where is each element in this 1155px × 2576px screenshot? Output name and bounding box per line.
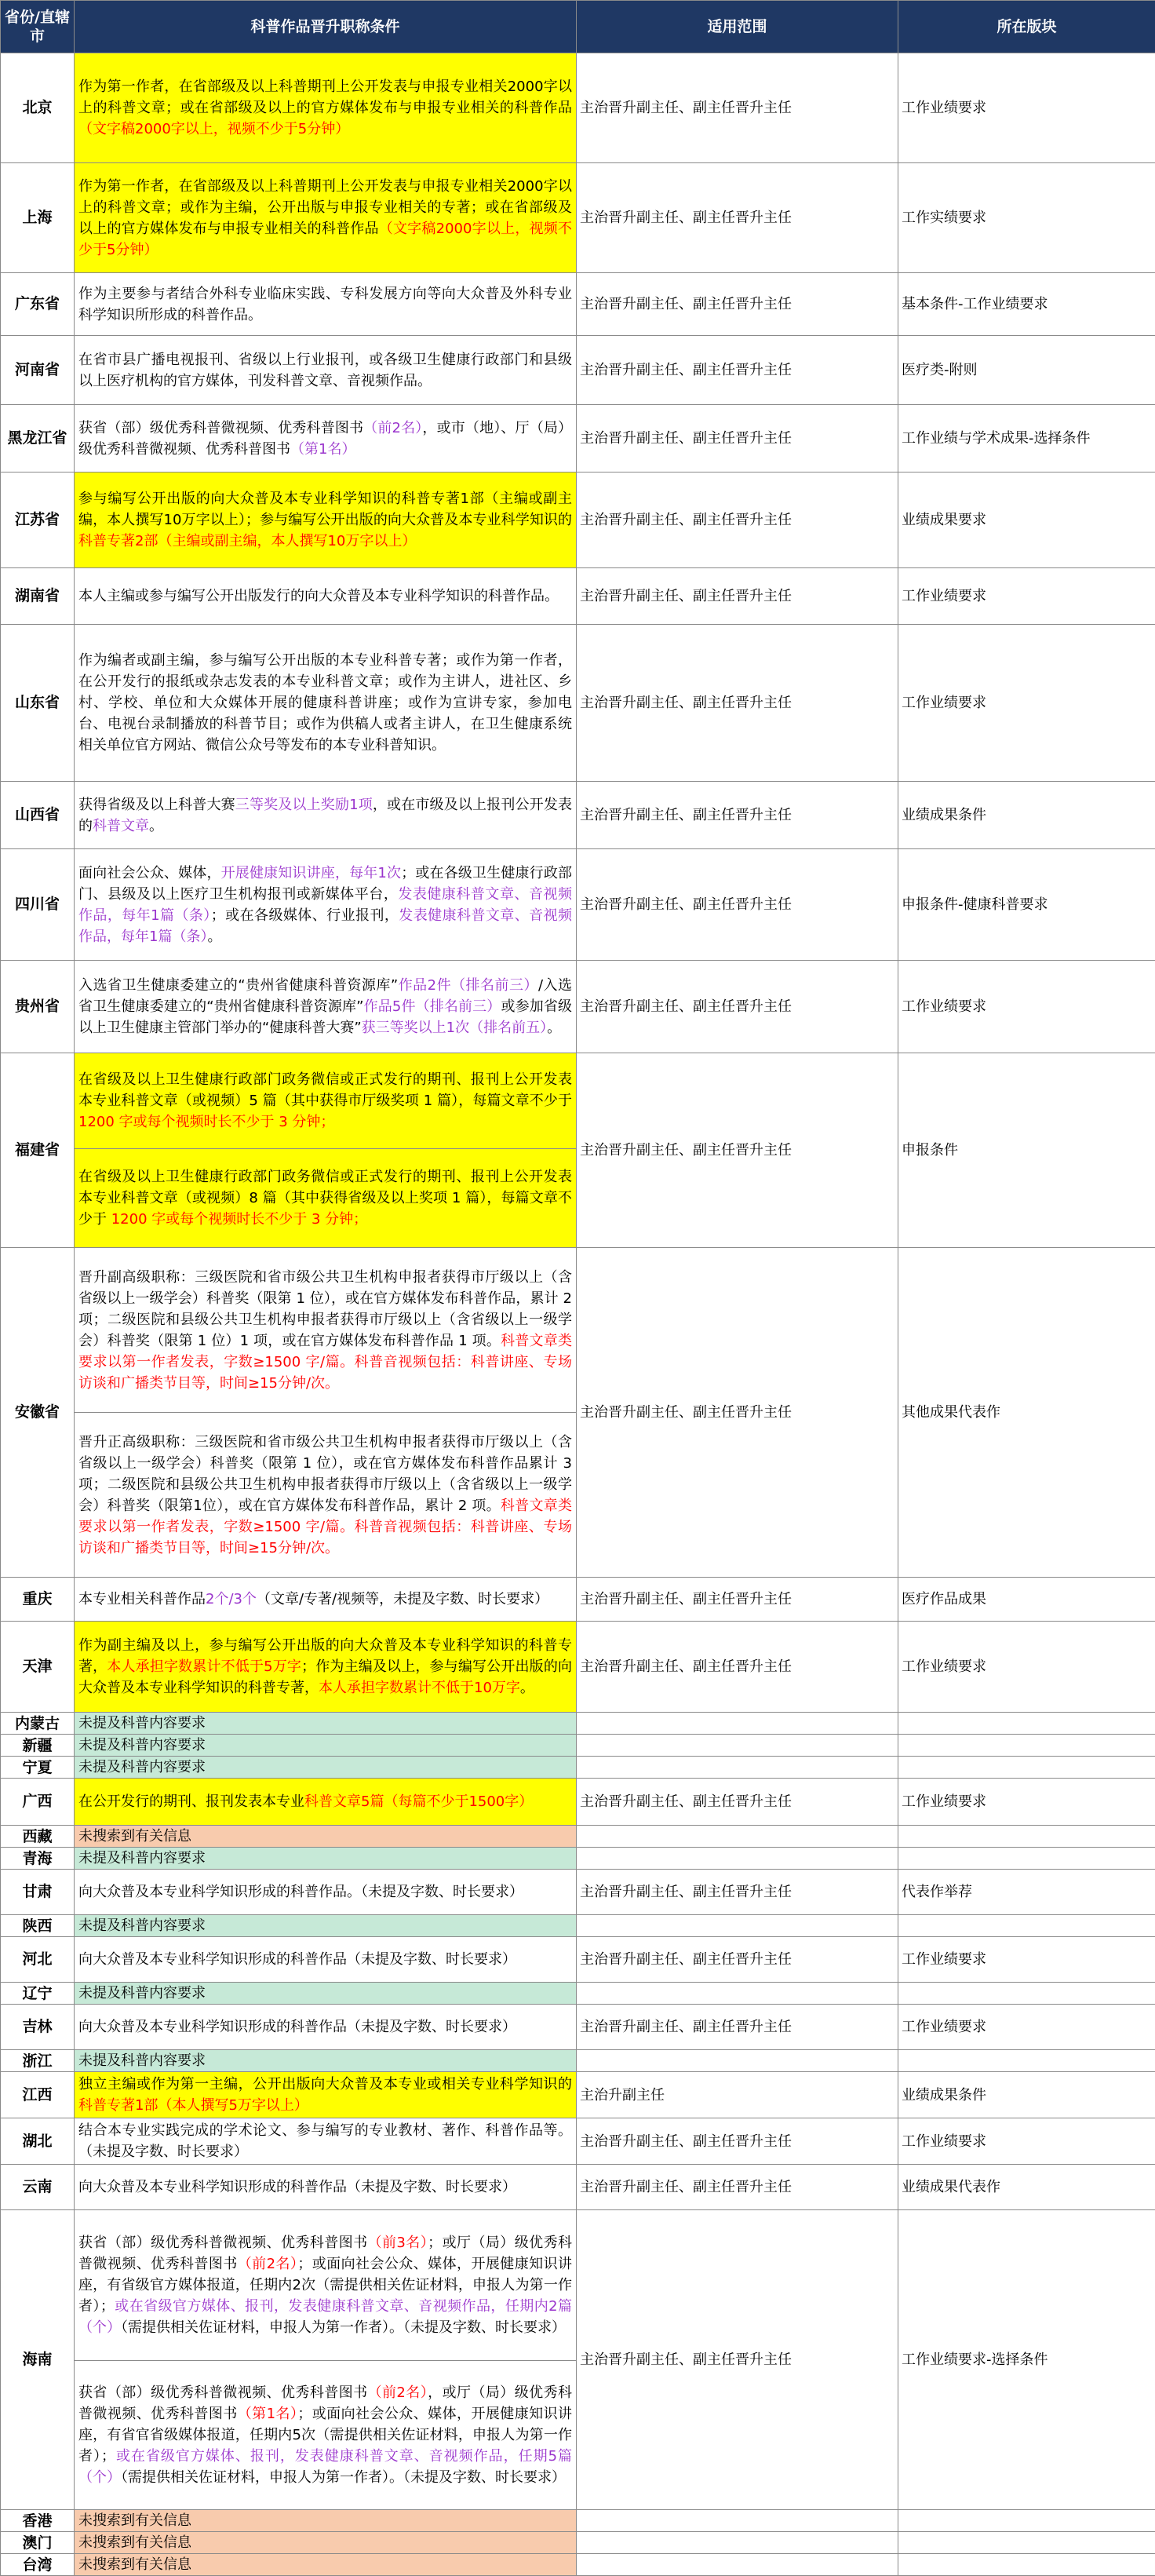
scope-cell: 主治晋升副主任、副主任晋升主任 bbox=[577, 961, 898, 1053]
scope-cell: 主治晋升副主任、副主任晋升主任 bbox=[577, 2210, 898, 2510]
province-cell: 广西 bbox=[1, 1779, 75, 1826]
province-cell: 河北 bbox=[1, 1937, 75, 1983]
section-cell: 医疗类-附则 bbox=[898, 336, 1155, 405]
table-row bbox=[1, 1848, 1155, 1870]
section-cell: 工作业绩要求 bbox=[898, 625, 1155, 782]
scope-cell bbox=[577, 2532, 898, 2554]
province-cell: 陕西 bbox=[1, 1915, 75, 1937]
condition-cell: 未提及科普内容要求 bbox=[75, 1983, 577, 2005]
scope-cell: 主治晋升副主任、副主任晋升主任 bbox=[577, 849, 898, 961]
province-cell: 台湾 bbox=[1, 2554, 75, 2576]
table-row bbox=[1, 2510, 1155, 2532]
table-row bbox=[1, 782, 1155, 849]
condition-cell: 向大众普及本专业科学知识形成的科普作品（未提及字数、时长要求） bbox=[75, 2165, 577, 2210]
condition-cell: 获省（部）级优秀科普微视频、优秀科普图书（前2名），或市（地）、厅（局）级优秀科普微视频、优秀科普图书（第1名） bbox=[75, 405, 577, 473]
section-cell bbox=[898, 1915, 1155, 1937]
section-cell bbox=[898, 1757, 1155, 1779]
table-row bbox=[1, 1735, 1155, 1757]
section-cell: 业绩成果条件 bbox=[898, 782, 1155, 849]
section-cell: 业绩成果代表作 bbox=[898, 2165, 1155, 2210]
section-cell: 工作业绩要求 bbox=[898, 1622, 1155, 1713]
section-cell: 基本条件-工作业绩要求 bbox=[898, 273, 1155, 336]
province-cell: 澳门 bbox=[1, 2532, 75, 2554]
table-row bbox=[1, 1937, 1155, 1983]
condition-cell: 未提及科普内容要求 bbox=[75, 1713, 577, 1735]
table-row bbox=[1, 273, 1155, 336]
province-cell: 新疆 bbox=[1, 1735, 75, 1757]
table-row bbox=[1, 961, 1155, 1053]
scope-cell: 主治晋升副主任、副主任晋升主任 bbox=[577, 1622, 898, 1713]
province-cell: 四川省 bbox=[1, 849, 75, 961]
scope-cell: 主治晋升副主任、副主任晋升主任 bbox=[577, 782, 898, 849]
table-row bbox=[1, 1870, 1155, 1915]
section-cell bbox=[898, 1848, 1155, 1870]
condition-cell: 未搜索到有关信息 bbox=[75, 2532, 577, 2554]
condition-cell: 作为副主编及以上，参与编写公开出版的向大众普及本专业科学知识的科普专著，本人承担字数累计不低于5万字；作为主编及以上，参与编写公开出版的向大众普及本专业科学知识的科普专著，本人承担字数累计不低于10万字。 bbox=[75, 1622, 577, 1713]
condition-cell: 未提及科普内容要求 bbox=[75, 1915, 577, 1937]
condition-cell: 作为第一作者，在省部级及以上科普期刊上公开发表与申报专业相关2000字以上的科普文章；或在省部级及以上的官方媒体发布与申报专业相关的科普作品（文字稿2000字以上，视频不少于5分钟） bbox=[75, 53, 577, 163]
province-cell: 山西省 bbox=[1, 782, 75, 849]
scope-cell: 主治晋升副主任、副主任晋升主任 bbox=[577, 405, 898, 473]
condition-cell: 未搜索到有关信息 bbox=[75, 2510, 577, 2532]
province-cell: 香港 bbox=[1, 2510, 75, 2532]
table-row bbox=[1, 1053, 1155, 1149]
condition-cell: 晋升正高级职称：三级医院和省市级公共卫生机构申报者获得市厅级以上（含省级以上一级学会）科普奖（限第 1 位），或在官方媒体发布科普作品累计 3 项；二级医院和县级公共卫生机构申报者获得市厅级以上（含省级以上一级学会）科普奖（限第1位），或在官方媒体发布科普作品，累计 2 项。科普文章类要求以第一作者发表，字数≥1500 字/篇。科普音视频包括：科普讲座、专场访谈和广播类节目等，时间≥15分钟/次。 bbox=[75, 1413, 577, 1578]
section-cell: 医疗作品成果 bbox=[898, 1578, 1155, 1622]
province-cell: 西藏 bbox=[1, 1826, 75, 1848]
condition-cell: 入选省卫生健康委建立的“贵州省健康科普资源库”作品2件（排名前三）/入选省卫生健康委建立的“贵州省健康科普资源库”作品5件（排名前三）或参加省级以上卫生健康主管部门举办的“健康科普大赛”获三等奖以上1次（排名前五）。 bbox=[75, 961, 577, 1053]
section-cell: 业绩成果条件 bbox=[898, 2072, 1155, 2118]
province-cell: 青海 bbox=[1, 1848, 75, 1870]
condition-cell: 未提及科普内容要求 bbox=[75, 1735, 577, 1757]
condition-cell: 获省（部）级优秀科普微视频、优秀科普图书（前3名）；或厅（局）级优秀科普微视频、优秀科普图书（前2名）；或面向社会公众、媒体，开展健康知识讲座，有省级官方媒体报道，任期内2次（需提供相关佐证材料，申报人为第一作者）；或在省级官方媒体、报刊，发表健康科普文章、音视频作品，任期内2篇（个）（需提供相关佐证材料，申报人为第一作者）。（未提及字数、时长要求） bbox=[75, 2210, 577, 2361]
header-conditions: 科普作品晋升职称条件 bbox=[75, 1, 577, 53]
province-cell: 海南 bbox=[1, 2210, 75, 2510]
scope-cell bbox=[577, 1713, 898, 1735]
section-cell: 工作业绩要求 bbox=[898, 568, 1155, 625]
condition-cell: 本专业相关科普作品2个/3个（文章/专著/视频等，未提及字数、时长要求） bbox=[75, 1578, 577, 1622]
province-cell: 北京 bbox=[1, 53, 75, 163]
province-cell: 甘肃 bbox=[1, 1870, 75, 1915]
condition-cell: 本人主编或参与编写公开出版发行的向大众普及本专业科学知识的科普作品。 bbox=[75, 568, 577, 625]
section-cell: 工作业绩要求 bbox=[898, 1937, 1155, 1983]
table-row bbox=[1, 163, 1155, 273]
scope-cell: 主治晋升副主任、副主任晋升主任 bbox=[577, 1870, 898, 1915]
condition-cell: 在公开发行的期刊、报刊发表本专业科普文章5篇（每篇不少于1500字） bbox=[75, 1779, 577, 1826]
province-cell: 云南 bbox=[1, 2165, 75, 2210]
scope-cell: 主治晋升副主任、副主任晋升主任 bbox=[577, 2118, 898, 2165]
section-cell: 申报条件 bbox=[898, 1053, 1155, 1248]
table-row bbox=[1, 53, 1155, 163]
scope-cell bbox=[577, 2050, 898, 2072]
table-row bbox=[1, 336, 1155, 405]
table-row bbox=[1, 1622, 1155, 1713]
province-cell: 湖北 bbox=[1, 2118, 75, 2165]
scope-cell: 主治升副主任 bbox=[577, 2072, 898, 2118]
condition-cell: 独立主编或作为第一主编，公开出版向大众普及本专业或相关专业科学知识的科普专著1部（本人撰写5万字以上） bbox=[75, 2072, 577, 2118]
scope-cell bbox=[577, 1826, 898, 1848]
condition-cell: 获得省级及以上科普大赛三等奖及以上奖励1项，或在市级及以上报刊公开发表的科普文章。 bbox=[75, 782, 577, 849]
scope-cell: 主治晋升副主任、副主任晋升主任 bbox=[577, 568, 898, 625]
province-cell: 山东省 bbox=[1, 625, 75, 782]
province-cell: 吉林 bbox=[1, 2005, 75, 2050]
scope-cell: 主治晋升副主任、副主任晋升主任 bbox=[577, 1578, 898, 1622]
condition-cell: 未搜索到有关信息 bbox=[75, 1826, 577, 1848]
section-cell: 工作业绩与学术成果-选择条件 bbox=[898, 405, 1155, 473]
section-cell: 代表作举荐 bbox=[898, 1870, 1155, 1915]
section-cell: 工作业绩要求 bbox=[898, 1779, 1155, 1826]
section-cell bbox=[898, 1713, 1155, 1735]
table-row bbox=[1, 1915, 1155, 1937]
section-cell: 申报条件-健康科普要求 bbox=[898, 849, 1155, 961]
scope-cell: 主治晋升副主任、副主任晋升主任 bbox=[577, 473, 898, 568]
scope-cell: 主治晋升副主任、副主任晋升主任 bbox=[577, 2005, 898, 2050]
condition-cell: 作为第一作者，在省部级及以上科普期刊上公开发表与申报专业相关2000字以上的科普文章；或作为主编，公开出版与申报专业相关的专著；或在省部级及以上的官方媒体发布与申报专业相关的科普作品（文字稿2000字以上，视频不少于5分钟） bbox=[75, 163, 577, 273]
table-row bbox=[1, 2005, 1155, 2050]
scope-cell bbox=[577, 1735, 898, 1757]
scope-cell: 主治晋升副主任、副主任晋升主任 bbox=[577, 336, 898, 405]
table-row bbox=[1, 1983, 1155, 2005]
section-cell bbox=[898, 2554, 1155, 2576]
province-cell: 广东省 bbox=[1, 273, 75, 336]
scope-cell: 主治晋升副主任、副主任晋升主任 bbox=[577, 1779, 898, 1826]
condition-cell: 结合本专业实践完成的学术论文、参与编写的专业教材、著作、科普作品等。（未提及字数、时长要求） bbox=[75, 2118, 577, 2165]
condition-cell: 向大众普及本专业科学知识形成的科普作品（未提及字数、时长要求） bbox=[75, 2005, 577, 2050]
section-cell: 工作业绩要求 bbox=[898, 2005, 1155, 2050]
section-cell: 工作实绩要求 bbox=[898, 163, 1155, 273]
table-row bbox=[1, 2118, 1155, 2165]
condition-cell: 获省（部）级优秀科普微视频、优秀科普图书（前2名），或厅（局）级优秀科普微视频、优秀科普图书（第1名）；或面向社会公众、媒体，开展健康知识讲座，有省官省级媒体报道，任期内5次（需提供相关佐证材料，申报人为第一作者）；或在省级官方媒体、报刊，发表健康科普文章、音视频作品，任期5篇（个）（需提供相关佐证材料，申报人为第一作者）。（未提及字数、时长要求） bbox=[75, 2361, 577, 2510]
header-section: 所在版块 bbox=[898, 1, 1155, 53]
table-row bbox=[1, 2532, 1155, 2554]
section-cell bbox=[898, 1826, 1155, 1848]
table-row bbox=[1, 2050, 1155, 2072]
scope-cell: 主治晋升副主任、副主任晋升主任 bbox=[577, 1248, 898, 1578]
province-cell: 上海 bbox=[1, 163, 75, 273]
section-cell: 其他成果代表作 bbox=[898, 1248, 1155, 1578]
scope-cell bbox=[577, 1983, 898, 2005]
province-cell: 贵州省 bbox=[1, 961, 75, 1053]
table-header-row bbox=[1, 1, 1155, 53]
scope-cell: 主治晋升副主任、副主任晋升主任 bbox=[577, 625, 898, 782]
condition-cell: 在省级及以上卫生健康行政部门政务微信或正式发行的期刊、报刊上公开发表本专业科普文章（或视频）8 篇（其中获得省级及以上奖项 1 篇），每篇文章不少于 1200 字或每个视频时长不少于 3 分钟； bbox=[75, 1149, 577, 1248]
condition-cell: 向大众普及本专业科学知识形成的科普作品。（未提及字数、时长要求） bbox=[75, 1870, 577, 1915]
condition-cell: 未提及科普内容要求 bbox=[75, 1757, 577, 1779]
table-row bbox=[1, 1713, 1155, 1735]
province-cell: 河南省 bbox=[1, 336, 75, 405]
scope-cell: 主治晋升副主任、副主任晋升主任 bbox=[577, 1937, 898, 1983]
scope-cell bbox=[577, 1757, 898, 1779]
province-cell: 浙江 bbox=[1, 2050, 75, 2072]
scope-cell: 主治晋升副主任、副主任晋升主任 bbox=[577, 53, 898, 163]
table-row bbox=[1, 2165, 1155, 2210]
header-scope: 适用范围 bbox=[577, 1, 898, 53]
province-cell: 江西 bbox=[1, 2072, 75, 2118]
header-province: 省份/直辖市 bbox=[1, 1, 75, 53]
province-cell: 内蒙古 bbox=[1, 1713, 75, 1735]
section-cell: 工作业绩要求 bbox=[898, 53, 1155, 163]
section-cell: 工作业绩要求 bbox=[898, 2118, 1155, 2165]
condition-cell: 作为主要参与者结合外科专业临床实践、专科发展方向等向大众普及外科专业科学知识所形成的科普作品。 bbox=[75, 273, 577, 336]
table-row bbox=[1, 849, 1155, 961]
scope-cell bbox=[577, 2510, 898, 2532]
province-cell: 福建省 bbox=[1, 1053, 75, 1248]
province-cell: 辽宁 bbox=[1, 1983, 75, 2005]
scope-cell bbox=[577, 1915, 898, 1937]
section-cell bbox=[898, 2050, 1155, 2072]
table-row bbox=[1, 473, 1155, 568]
scope-cell bbox=[577, 1848, 898, 1870]
condition-cell: 未提及科普内容要求 bbox=[75, 2050, 577, 2072]
table-row bbox=[1, 1826, 1155, 1848]
table-row bbox=[1, 1779, 1155, 1826]
scope-cell: 主治晋升副主任、副主任晋升主任 bbox=[577, 2165, 898, 2210]
scope-cell bbox=[577, 2554, 898, 2576]
condition-cell: 参与编写公开出版的向大众普及本专业科学知识的科普专著1部（主编或副主编，本人撰写10万字以上）；参与编写公开出版的向大众普及本专业科学知识的科普专著2部（主编或副主编，本人撰写10万字以上） bbox=[75, 473, 577, 568]
section-cell bbox=[898, 1983, 1155, 2005]
section-cell bbox=[898, 2510, 1155, 2532]
province-cell: 湖南省 bbox=[1, 568, 75, 625]
province-cell: 重庆 bbox=[1, 1578, 75, 1622]
table-row bbox=[1, 568, 1155, 625]
section-cell bbox=[898, 2532, 1155, 2554]
condition-cell: 向大众普及本专业科学知识形成的科普作品（未提及字数、时长要求） bbox=[75, 1937, 577, 1983]
section-cell: 工作业绩要求-选择条件 bbox=[898, 2210, 1155, 2510]
scope-cell: 主治晋升副主任、副主任晋升主任 bbox=[577, 1053, 898, 1248]
table-row bbox=[1, 2554, 1155, 2576]
province-cell: 安徽省 bbox=[1, 1248, 75, 1578]
scope-cell: 主治晋升副主任、副主任晋升主任 bbox=[577, 163, 898, 273]
table-row bbox=[1, 405, 1155, 473]
condition-cell: 在省市县广播电视报刊、省级以上行业报刊，或各级卫生健康行政部门和县级以上医疗机构的官方媒体，刊发科普文章、音视频作品。 bbox=[75, 336, 577, 405]
section-cell: 业绩成果要求 bbox=[898, 473, 1155, 568]
condition-cell: 未提及科普内容要求 bbox=[75, 1848, 577, 1870]
condition-cell: 晋升副高级职称：三级医院和省市级公共卫生机构申报者获得市厅级以上（含省级以上一级学会）科普奖（限第 1 位），或在官方媒体发布科普作品，累计 2 项；二级医院和县级公共卫生机构申报者获得市厅级以上（含省级以上一级学会）科普奖（限第 1 位）1 项，或在官方媒体发布科普作品 1 项。科普文章类要求以第一作者发表，字数≥1500 字/篇。科普音视频包括：科普讲座、专场访谈和广播类节目等，时间≥15分钟/次。 bbox=[75, 1248, 577, 1413]
table-row bbox=[1, 1578, 1155, 1622]
scope-cell: 主治晋升副主任、副主任晋升主任 bbox=[577, 273, 898, 336]
province-cell: 黑龙江省 bbox=[1, 405, 75, 473]
table-row bbox=[1, 625, 1155, 782]
condition-cell: 面向社会公众、媒体，开展健康知识讲座，每年1次；或在各级卫生健康行政部门、县级及以上医疗卫生机构报刊或新媒体平台，发表健康科普文章、音视频作品，每年1篇（条）；或在各级媒体、行业报刊，发表健康科普文章、音视频作品，每年1篇（条）。 bbox=[75, 849, 577, 961]
province-cell: 宁夏 bbox=[1, 1757, 75, 1779]
province-cell: 天津 bbox=[1, 1622, 75, 1713]
table-row bbox=[1, 1757, 1155, 1779]
section-cell: 工作业绩要求 bbox=[898, 961, 1155, 1053]
table-row bbox=[1, 2072, 1155, 2118]
condition-cell: 作为编者或副主编，参与编写公开出版的本专业科普专著；或作为第一作者，在公开发行的报纸或杂志发表的本专业科普文章；或作为主讲人，进社区、乡村、学校、单位和大众媒体开展的健康科普讲座；或作为宣讲专家，参加电台、电视台录制播放的科普节目；或作为供稿人或者主讲人，在卫生健康系统相关单位官方网站、微信公众号等发布的本专业科普知识。 bbox=[75, 625, 577, 782]
table-row bbox=[1, 2210, 1155, 2361]
section-cell bbox=[898, 1735, 1155, 1757]
province-cell: 江苏省 bbox=[1, 473, 75, 568]
condition-cell: 未搜索到有关信息 bbox=[75, 2554, 577, 2576]
table-row bbox=[1, 1248, 1155, 1413]
condition-cell: 在省级及以上卫生健康行政部门政务微信或正式发行的期刊、报刊上公开发表本专业科普文章（或视频）5 篇（其中获得市厅级奖项 1 篇），每篇文章不少于 1200 字或每个视频时长不少于 3 分钟； bbox=[75, 1053, 577, 1149]
